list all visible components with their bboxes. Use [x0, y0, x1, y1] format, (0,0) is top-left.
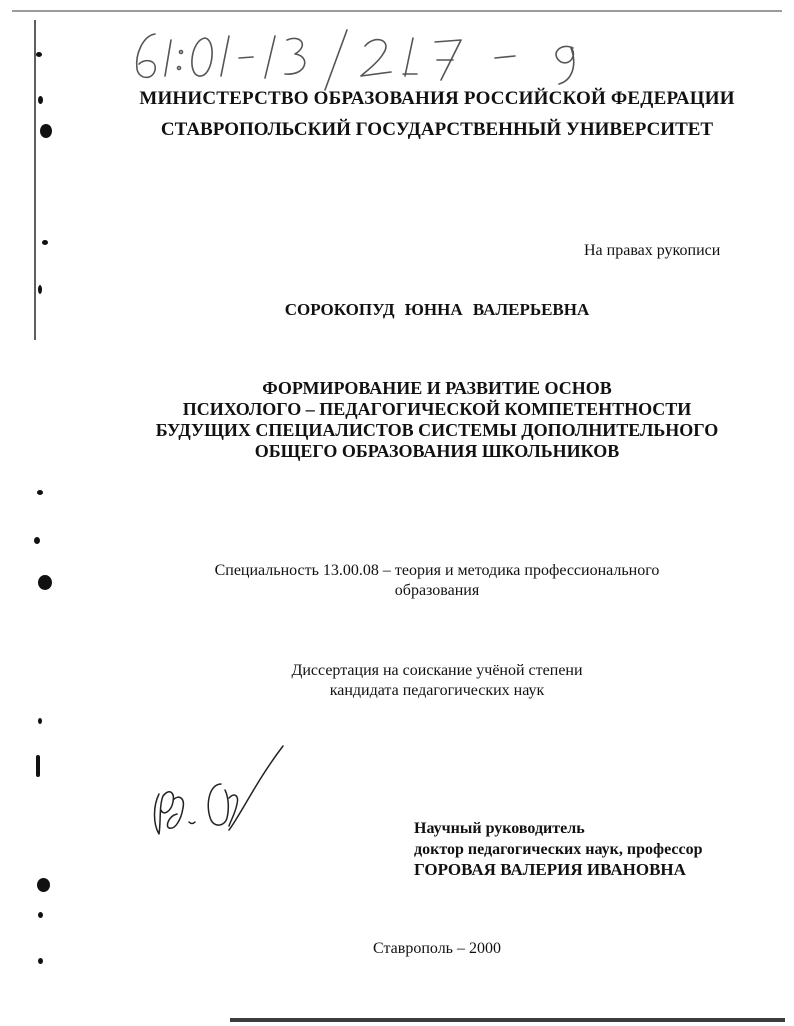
dissertation-title-line: ФОРМИРОВАНИЕ И РАЗВИТИЕ ОСНОВ [262, 378, 612, 398]
scan-speck [38, 958, 43, 964]
author-name: СОРОКОПУД ЮННА ВАЛЕРЬЕВНА [284, 300, 590, 319]
dissertation-title-line: ОБЩЕГО ОБРАЗОВАНИЯ ШКОЛЬНИКОВ [254, 441, 620, 461]
supervisor-role: Научный руководитель [414, 820, 585, 837]
handwritten-signature [145, 740, 305, 850]
scan-speck [37, 490, 43, 495]
specialty-line: Специальность 13.00.08 – теория и методика профессионального [214, 562, 660, 579]
rights-note: На правах рукописи [584, 242, 721, 259]
degree-line: Диссертация на соискание учёной степени [291, 662, 583, 679]
scan-speck [36, 52, 42, 57]
supervisor-name: ГОРОВАЯ ВАЛЕРИЯ ИВАНОВНА [414, 860, 686, 879]
scan-speck [34, 537, 40, 544]
scan-margin-line [34, 20, 36, 340]
supervisor-degree: доктор педагогических наук, профессор [414, 841, 703, 858]
ministry-heading: МИНИСТЕРСТВО ОБРАЗОВАНИЯ РОССИЙСКОЙ ФЕДЕРАЦИИ [139, 88, 735, 109]
scan-speck [38, 285, 42, 294]
scan-bottom-border [230, 1018, 785, 1022]
handwritten-archive-code [125, 24, 605, 96]
dissertation-title-line: ПСИХОЛОГО – ПЕДАГОГИЧЕСКОЙ КОМПЕТЕНТНОСТИ [182, 399, 692, 419]
dissertation-title-line: БУДУЩИХ СПЕЦИАЛИСТОВ СИСТЕМЫ ДОПОЛНИТЕЛЬНОГО [155, 420, 719, 440]
scan-speck [38, 912, 43, 918]
scan-speck [38, 718, 42, 724]
scan-speck [42, 240, 48, 245]
scan-top-border [12, 10, 782, 12]
degree-line: кандидата педагогических наук [329, 682, 545, 699]
scan-speck [36, 755, 40, 777]
university-heading: СТАВРОПОЛЬСКИЙ ГОСУДАРСТВЕННЫЙ УНИВЕРСИТЕТ [160, 119, 714, 140]
specialty-line: образования [394, 582, 480, 599]
city-year: Ставрополь – 2000 [373, 940, 501, 957]
scan-speck [37, 878, 50, 892]
